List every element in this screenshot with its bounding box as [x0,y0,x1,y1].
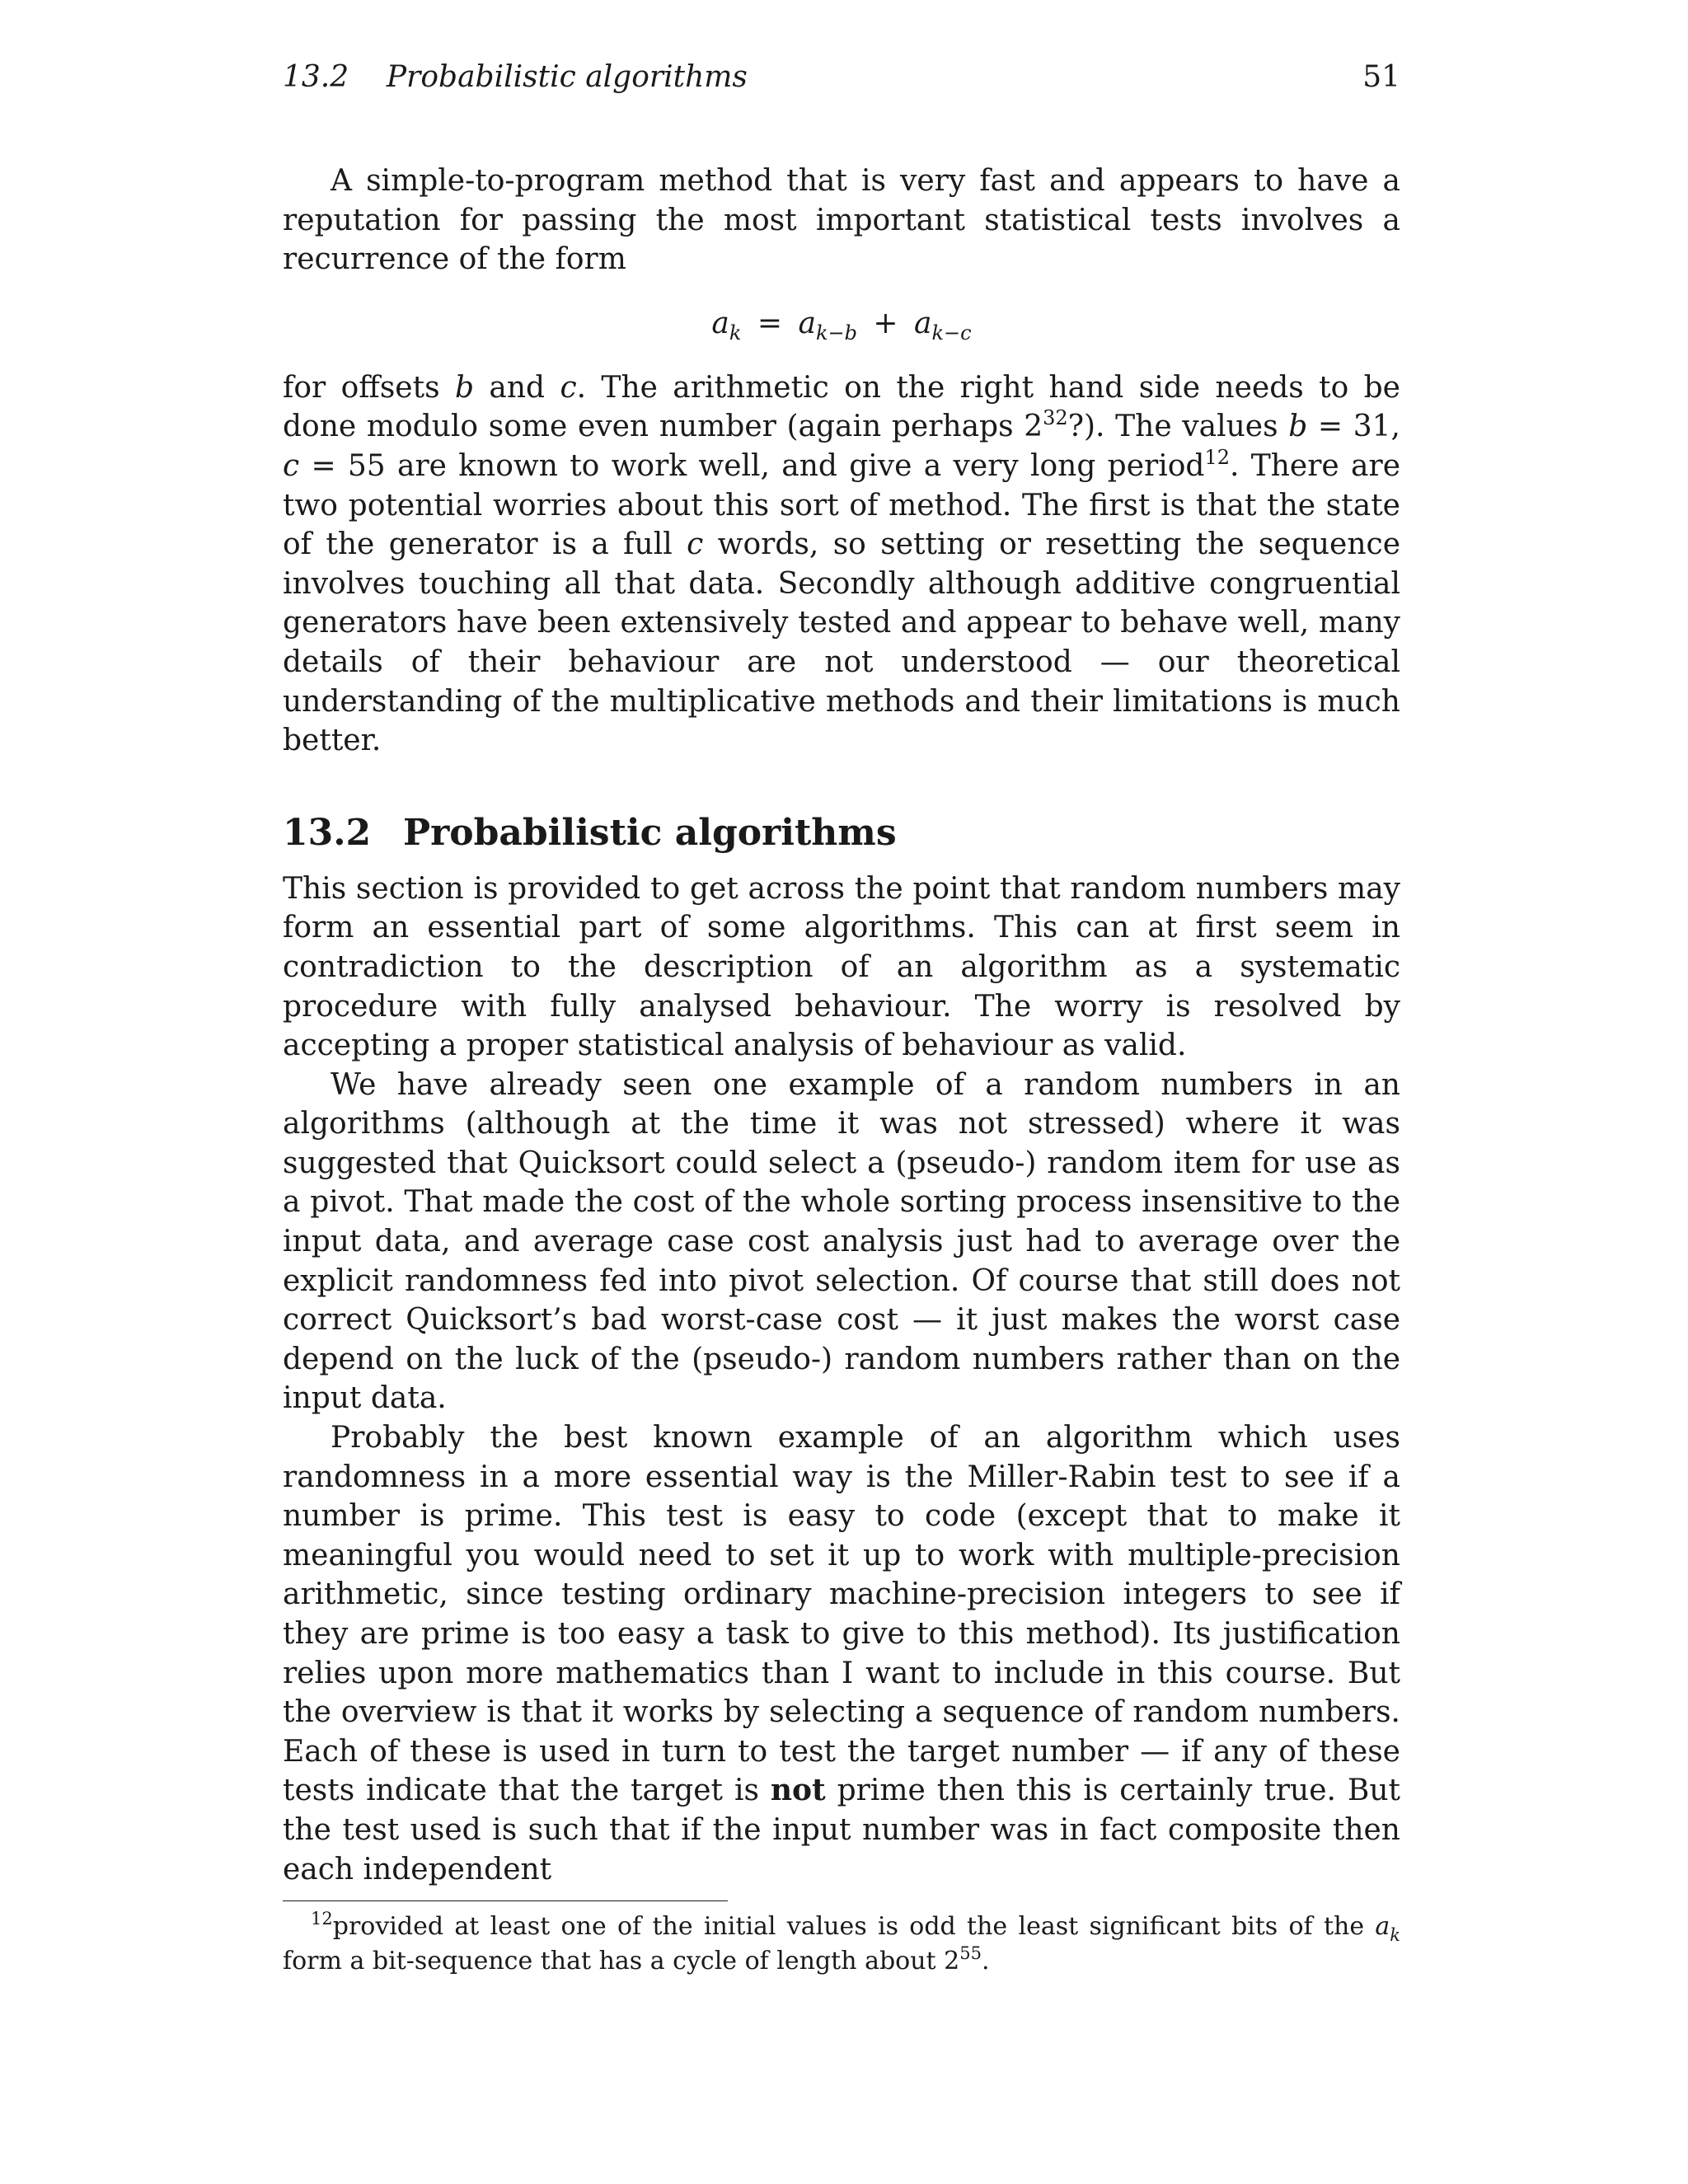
math-c: c [283,448,300,483]
math-c: c [560,370,577,405]
section-paragraph-2 [283,1066,1400,1418]
text-run: ?). The values [1067,410,1289,444]
eq-lhs-sub: k [729,321,742,344]
math-b: b [1288,410,1308,444]
footnote-12 [283,1910,1400,1979]
intro-text: A simple-to-program method that is very fast and appears to have a reputation for passing the most important statistical tests involves a recurrence of the form [283,164,1400,277]
math-a-sub: k [1390,1925,1400,1946]
text-run: prime then this is certainly true. But the test used is such that if the input number was in fact composite then each independent [283,1774,1400,1886]
text-run: . The arithmetic on the right hand side needs to be done modulo some even number (again perhaps 2 [283,370,1400,444]
exponent-55: 55 [959,1943,982,1964]
running-head-title: 13.2 Probabilistic algorithms [283,60,748,94]
math-c: c [687,527,704,562]
exponent-32: 32 [1043,406,1068,430]
eq-term1: a [798,306,816,340]
text-run: = 31, [1307,410,1400,444]
page-number: 51 [1362,60,1400,94]
eq-lhs: a [711,306,729,340]
eq-equals: = [757,306,783,340]
text-run: form a bit-sequence that has a cycle of length about 2 [283,1947,960,1976]
eq-term2-sub: k−c [931,321,972,344]
section-heading [283,810,1400,856]
text-run: This section is provided to get across the point that random numbers may form an essential part of some algorithms. This can at first seem in contradiction to the description of an algorithm as a systematic procedure with fully analysed behaviour. The worry is resolved by accepting a proper statistical analysis of behaviour as valid. [283,871,1400,1063]
bold-not: not [770,1773,826,1808]
footnote-mark: 12 [311,1909,333,1929]
page [283,58,1400,1979]
text-run: words, so setting or resetting the sequence involves touching all that data. Secondly although additive congruential generators have been extensively tested and appear to behave well, many details of their behaviour are not understood — our theoretical understanding of the multiplicative methods and their limitations is much better. [283,527,1400,758]
text-run: . [981,1947,990,1976]
eq-term2: a [914,306,932,340]
math-a: a [1375,1912,1390,1942]
eq-term1-sub: k−b [815,321,857,344]
text-run: for offsets [283,370,455,405]
after-equation-paragraph [283,368,1400,761]
math-b: b [454,370,474,405]
footnote-rule [283,1900,728,1901]
footnote-reference[interactable]: 12 [1204,445,1230,469]
text-run: We have already seen one example of a random numbers in an algorithms (although at the time it was not stressed) where it was suggested that Quicksort could select a (pseudo-) random item for use as a pivot. That made the cost of the whole sorting process insensitive to the input data, and average case cost analysis just had to average over the explicit randomness fed into pivot selection. Of course that still does not correct Quicksort’s bad worst-case cost — it just makes the worst case depend on the luck of the (pseudo-) random numbers rather than on the input data. [283,1067,1400,1416]
section-number: 13.2 [283,811,372,854]
section-paragraph-1 [283,869,1400,1066]
running-head [283,58,1400,97]
text-run: . There are two potential worries about this sort of method. The first is that the state of the generator is a full [283,448,1400,562]
text-run: = 55 are known to work well, and give a very long period [299,448,1205,483]
text-run: Probably the best known example of an algorithm which uses randomness in a more essential way is the Miller-Rabin test to see if a number is prime. This test is easy to code (except that to make it meaningful you would need to set it up to work with multiple-precision arithmetic, since testing ordinary machine-precision integers to see if they are prime is too easy a task to give to this method). Its justification relies upon more mathematics than I want to include in this course. But the overview is that it works by selecting a sequence of random numbers. Each of these is used in turn to test the target number — if any of these tests indicate that the target is [283,1421,1400,1808]
section-title: Probabilistic algorithms [403,811,897,854]
text-run: and [473,370,560,405]
intro-paragraph [283,162,1400,279]
recurrence-equation [283,304,1400,344]
section-paragraph-3 [283,1418,1400,1889]
eq-plus: + [873,306,898,340]
text-run: provided at least one of the initial values is odd the least significant bits of the [332,1912,1376,1942]
